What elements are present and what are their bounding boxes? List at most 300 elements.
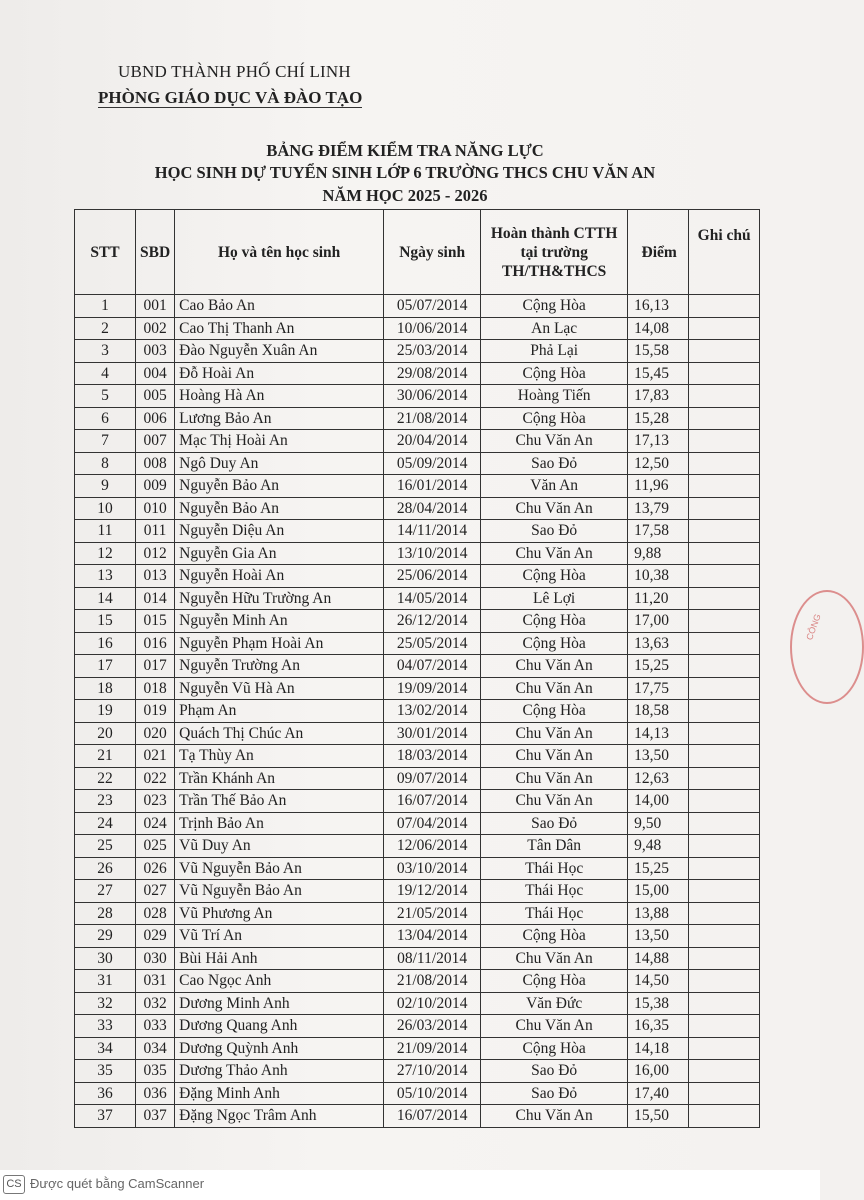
cell-primary-school: Chu Văn An	[481, 1105, 628, 1128]
cell-score: 17,58	[628, 520, 689, 543]
cell-birth-date: 30/06/2014	[384, 385, 481, 408]
cell-primary-school: Sao Đỏ	[481, 812, 628, 835]
table-row	[75, 790, 760, 813]
cell-note	[689, 857, 760, 880]
cell-stt: 4	[75, 362, 136, 385]
cell-primary-school: Cộng Hòa	[481, 632, 628, 655]
cell-student-name: Nguyễn Hữu Trường An	[175, 587, 384, 610]
cell-birth-date: 08/11/2014	[384, 947, 481, 970]
cell-birth-date: 14/11/2014	[384, 520, 481, 543]
cell-birth-date: 19/12/2014	[384, 880, 481, 903]
cell-primary-school: Cộng Hòa	[481, 700, 628, 723]
cell-birth-date: 05/09/2014	[384, 452, 481, 475]
cell-sbd: 019	[136, 700, 175, 723]
cell-primary-school: Cộng Hòa	[481, 362, 628, 385]
cell-note	[689, 745, 760, 768]
cell-score: 17,40	[628, 1082, 689, 1105]
cell-sbd: 006	[136, 407, 175, 430]
cell-score: 17,13	[628, 430, 689, 453]
cell-primary-school: Cộng Hòa	[481, 925, 628, 948]
cell-stt: 1	[75, 295, 136, 318]
cell-primary-school: Thái Học	[481, 857, 628, 880]
department-name-text: PHÒNG GIÁO DỤC VÀ ĐÀO TẠO	[98, 88, 363, 107]
cell-note	[689, 340, 760, 363]
table-row	[75, 385, 760, 408]
cell-birth-date: 04/07/2014	[384, 655, 481, 678]
cell-student-name: Nguyễn Hoài An	[175, 565, 384, 588]
cell-sbd: 015	[136, 610, 175, 633]
cell-birth-date: 25/03/2014	[384, 340, 481, 363]
cell-stt: 9	[75, 475, 136, 498]
cell-stt: 17	[75, 655, 136, 678]
cell-student-name: Trần Khánh An	[175, 767, 384, 790]
table-row	[75, 407, 760, 430]
cell-primary-school: Cộng Hòa	[481, 1037, 628, 1060]
cell-note	[689, 362, 760, 385]
cell-score: 14,13	[628, 722, 689, 745]
cell-student-name: Vũ Nguyễn Bảo An	[175, 880, 384, 903]
cell-primary-school: Chu Văn An	[481, 790, 628, 813]
cell-student-name: Ngô Duy An	[175, 452, 384, 475]
cell-primary-school: Chu Văn An	[481, 1015, 628, 1038]
cell-stt: 18	[75, 677, 136, 700]
cell-score: 11,20	[628, 587, 689, 610]
cell-birth-date: 29/08/2014	[384, 362, 481, 385]
official-stamp	[790, 590, 864, 704]
cell-stt: 15	[75, 610, 136, 633]
table-row	[75, 925, 760, 948]
table-row	[75, 992, 760, 1015]
cell-student-name: Đỗ Hoài An	[175, 362, 384, 385]
cell-sbd: 007	[136, 430, 175, 453]
cell-student-name: Vũ Trí An	[175, 925, 384, 948]
cell-stt: 19	[75, 700, 136, 723]
cell-note	[689, 722, 760, 745]
cell-sbd: 011	[136, 520, 175, 543]
cell-primary-school: Văn An	[481, 475, 628, 498]
cell-score: 16,00	[628, 1060, 689, 1083]
cell-note	[689, 902, 760, 925]
cell-birth-date: 21/05/2014	[384, 902, 481, 925]
cell-student-name: Trịnh Bảo An	[175, 812, 384, 835]
cell-sbd: 017	[136, 655, 175, 678]
cell-student-name: Vũ Duy An	[175, 835, 384, 858]
cell-sbd: 018	[136, 677, 175, 700]
cell-stt: 25	[75, 835, 136, 858]
cell-birth-date: 16/07/2014	[384, 1105, 481, 1128]
cell-sbd: 003	[136, 340, 175, 363]
table-row	[75, 1105, 760, 1128]
cell-stt: 12	[75, 542, 136, 565]
table-row	[75, 520, 760, 543]
score-table	[74, 209, 760, 1128]
table-row	[75, 1060, 760, 1083]
cell-note	[689, 520, 760, 543]
header-score: Điểm	[628, 210, 689, 295]
cell-birth-date: 07/04/2014	[384, 812, 481, 835]
header-student-name: Họ và tên học sinh	[175, 210, 384, 295]
cell-stt: 6	[75, 407, 136, 430]
cell-primary-school: Chu Văn An	[481, 722, 628, 745]
cell-birth-date: 21/09/2014	[384, 1037, 481, 1060]
cell-student-name: Cao Ngọc Anh	[175, 970, 384, 993]
cell-note	[689, 970, 760, 993]
cell-sbd: 001	[136, 295, 175, 318]
cell-birth-date: 27/10/2014	[384, 1060, 481, 1083]
cell-birth-date: 14/05/2014	[384, 587, 481, 610]
cell-primary-school: Chu Văn An	[481, 542, 628, 565]
cell-student-name: Dương Quang Anh	[175, 1015, 384, 1038]
cell-score: 13,79	[628, 497, 689, 520]
cell-stt: 24	[75, 812, 136, 835]
cell-note	[689, 925, 760, 948]
cell-student-name: Cao Thị Thanh An	[175, 317, 384, 340]
cell-student-name: Nguyễn Bảo An	[175, 475, 384, 498]
cell-score: 15,38	[628, 992, 689, 1015]
cell-score: 13,50	[628, 925, 689, 948]
cell-sbd: 034	[136, 1037, 175, 1060]
cell-stt: 2	[75, 317, 136, 340]
header-primary-school	[481, 210, 628, 295]
cell-score: 15,50	[628, 1105, 689, 1128]
cell-note	[689, 385, 760, 408]
header-note: Ghi chú	[689, 210, 760, 295]
cell-stt: 36	[75, 1082, 136, 1105]
cell-score: 9,88	[628, 542, 689, 565]
cell-primary-school: Sao Đỏ	[481, 1060, 628, 1083]
cell-sbd: 031	[136, 970, 175, 993]
table-row	[75, 317, 760, 340]
cell-sbd: 005	[136, 385, 175, 408]
cell-sbd: 033	[136, 1015, 175, 1038]
table-row	[75, 497, 760, 520]
table-row	[75, 655, 760, 678]
cell-sbd: 032	[136, 992, 175, 1015]
cell-primary-school: Hoàng Tiến	[481, 385, 628, 408]
cell-stt: 27	[75, 880, 136, 903]
cell-sbd: 008	[136, 452, 175, 475]
cell-primary-school: Sao Đỏ	[481, 520, 628, 543]
cell-student-name: Trần Thế Bảo An	[175, 790, 384, 813]
cell-student-name: Nguyễn Diệu An	[175, 520, 384, 543]
table-row	[75, 340, 760, 363]
cell-birth-date: 18/03/2014	[384, 745, 481, 768]
cell-note	[689, 790, 760, 813]
cell-note	[689, 295, 760, 318]
cell-sbd: 029	[136, 925, 175, 948]
cell-sbd: 027	[136, 880, 175, 903]
cell-score: 17,83	[628, 385, 689, 408]
table-row	[75, 295, 760, 318]
cell-stt: 22	[75, 767, 136, 790]
cell-note	[689, 700, 760, 723]
table-body	[75, 295, 760, 1128]
cell-primary-school: Chu Văn An	[481, 655, 628, 678]
cell-stt: 23	[75, 790, 136, 813]
cell-stt: 14	[75, 587, 136, 610]
cell-note	[689, 452, 760, 475]
table-header-row	[75, 210, 760, 295]
cell-birth-date: 20/04/2014	[384, 430, 481, 453]
cell-student-name: Bùi Hải Anh	[175, 947, 384, 970]
cell-primary-school: Tân Dân	[481, 835, 628, 858]
cell-birth-date: 05/07/2014	[384, 295, 481, 318]
cell-student-name: Nguyễn Minh An	[175, 610, 384, 633]
table-row	[75, 700, 760, 723]
cell-sbd: 002	[136, 317, 175, 340]
cell-primary-school: Chu Văn An	[481, 745, 628, 768]
table-row	[75, 475, 760, 498]
cell-note	[689, 767, 760, 790]
cell-student-name: Vũ Phương An	[175, 902, 384, 925]
cell-student-name: Nguyễn Gia An	[175, 542, 384, 565]
cell-note	[689, 317, 760, 340]
table-row	[75, 452, 760, 475]
cell-stt: 13	[75, 565, 136, 588]
cell-score: 15,25	[628, 857, 689, 880]
cell-primary-school: Chu Văn An	[481, 767, 628, 790]
cell-birth-date: 12/06/2014	[384, 835, 481, 858]
cell-score: 16,35	[628, 1015, 689, 1038]
cell-score: 14,88	[628, 947, 689, 970]
cell-sbd: 009	[136, 475, 175, 498]
cell-primary-school: Thái Học	[481, 902, 628, 925]
cell-student-name: Đặng Minh Anh	[175, 1082, 384, 1105]
cell-birth-date: 02/10/2014	[384, 992, 481, 1015]
cell-score: 13,88	[628, 902, 689, 925]
cell-student-name: Lương Bảo An	[175, 407, 384, 430]
cell-sbd: 010	[136, 497, 175, 520]
table-row	[75, 970, 760, 993]
cell-stt: 8	[75, 452, 136, 475]
cell-primary-school: Cộng Hòa	[481, 407, 628, 430]
cell-note	[689, 1060, 760, 1083]
table-row	[75, 835, 760, 858]
table-row	[75, 362, 760, 385]
cell-student-name: Nguyễn Bảo An	[175, 497, 384, 520]
cell-note	[689, 880, 760, 903]
cell-score: 14,08	[628, 317, 689, 340]
cell-birth-date: 05/10/2014	[384, 1082, 481, 1105]
cell-primary-school: Cộng Hòa	[481, 295, 628, 318]
cell-sbd: 030	[136, 947, 175, 970]
cell-stt: 16	[75, 632, 136, 655]
cell-stt: 34	[75, 1037, 136, 1060]
cell-stt: 33	[75, 1015, 136, 1038]
cell-primary-school: Cộng Hòa	[481, 970, 628, 993]
cell-note	[689, 812, 760, 835]
cell-student-name: Tạ Thùy An	[175, 745, 384, 768]
table-row	[75, 745, 760, 768]
cell-note	[689, 677, 760, 700]
scanner-watermark-text: Được quét bằng CamScanner	[30, 1176, 205, 1191]
cell-sbd: 028	[136, 902, 175, 925]
cell-note	[689, 610, 760, 633]
department-name	[98, 88, 362, 108]
scanner-footer	[0, 1170, 820, 1200]
cell-stt: 26	[75, 857, 136, 880]
cell-stt: 7	[75, 430, 136, 453]
cell-stt: 31	[75, 970, 136, 993]
cell-birth-date: 09/07/2014	[384, 767, 481, 790]
header-school-line2: tại trường	[520, 243, 588, 261]
cell-stt: 28	[75, 902, 136, 925]
cell-birth-date: 16/07/2014	[384, 790, 481, 813]
table-row	[75, 857, 760, 880]
cell-score: 14,00	[628, 790, 689, 813]
cell-student-name: Nguyễn Phạm Hoài An	[175, 632, 384, 655]
cell-birth-date: 19/09/2014	[384, 677, 481, 700]
header-school-line3: TH/TH&THCS	[502, 262, 607, 280]
cell-student-name: Cao Bảo An	[175, 295, 384, 318]
cell-note	[689, 565, 760, 588]
cell-sbd: 021	[136, 745, 175, 768]
cell-sbd: 024	[136, 812, 175, 835]
cell-birth-date: 13/10/2014	[384, 542, 481, 565]
cell-sbd: 020	[136, 722, 175, 745]
cell-primary-school: Chu Văn An	[481, 497, 628, 520]
cell-stt: 35	[75, 1060, 136, 1083]
cell-score: 9,50	[628, 812, 689, 835]
cell-birth-date: 30/01/2014	[384, 722, 481, 745]
cell-stt: 11	[75, 520, 136, 543]
cell-sbd: 026	[136, 857, 175, 880]
cell-birth-date: 16/01/2014	[384, 475, 481, 498]
cell-primary-school: Chu Văn An	[481, 947, 628, 970]
cell-sbd: 023	[136, 790, 175, 813]
table-row	[75, 632, 760, 655]
cell-score: 12,50	[628, 452, 689, 475]
cell-primary-school: Phả Lại	[481, 340, 628, 363]
cell-birth-date: 13/02/2014	[384, 700, 481, 723]
cell-note	[689, 1082, 760, 1105]
cell-stt: 3	[75, 340, 136, 363]
cell-sbd: 012	[136, 542, 175, 565]
table-row	[75, 587, 760, 610]
cell-score: 15,00	[628, 880, 689, 903]
cell-score: 14,18	[628, 1037, 689, 1060]
table-row	[75, 902, 760, 925]
cell-stt: 29	[75, 925, 136, 948]
cell-score: 11,96	[628, 475, 689, 498]
cell-note	[689, 407, 760, 430]
table-row	[75, 1015, 760, 1038]
cell-score: 17,00	[628, 610, 689, 633]
cell-student-name: Dương Thảo Anh	[175, 1060, 384, 1083]
stamp-text: CÔNG	[804, 612, 823, 642]
cell-stt: 37	[75, 1105, 136, 1128]
cell-birth-date: 03/10/2014	[384, 857, 481, 880]
cell-score: 9,48	[628, 835, 689, 858]
cell-student-name: Nguyễn Trường An	[175, 655, 384, 678]
cell-sbd: 025	[136, 835, 175, 858]
table-row	[75, 812, 760, 835]
cell-score: 15,28	[628, 407, 689, 430]
cell-note	[689, 655, 760, 678]
cell-student-name: Hoàng Hà An	[175, 385, 384, 408]
header-stt: STT	[75, 210, 136, 295]
cell-stt: 32	[75, 992, 136, 1015]
cell-primary-school: Văn Đức	[481, 992, 628, 1015]
cell-score: 15,58	[628, 340, 689, 363]
cell-birth-date: 21/08/2014	[384, 970, 481, 993]
table-row	[75, 722, 760, 745]
cell-stt: 5	[75, 385, 136, 408]
cell-primary-school: Lê Lợi	[481, 587, 628, 610]
cell-score: 12,63	[628, 767, 689, 790]
cell-student-name: Dương Minh Anh	[175, 992, 384, 1015]
table-row	[75, 430, 760, 453]
header-birth-date: Ngày sinh	[384, 210, 481, 295]
cell-student-name: Phạm An	[175, 700, 384, 723]
cell-student-name: Đặng Ngọc Trâm Anh	[175, 1105, 384, 1128]
table-row	[75, 1082, 760, 1105]
cell-sbd: 016	[136, 632, 175, 655]
cell-score: 13,50	[628, 745, 689, 768]
cell-note	[689, 632, 760, 655]
cell-note	[689, 992, 760, 1015]
cell-birth-date: 25/06/2014	[384, 565, 481, 588]
cell-sbd: 013	[136, 565, 175, 588]
cell-student-name: Nguyễn Vũ Hà An	[175, 677, 384, 700]
document-title: BẢNG ĐIỂM KIỂM TRA NĂNG LỰC	[266, 141, 544, 160]
cell-note	[689, 497, 760, 520]
cell-primary-school: Thái Học	[481, 880, 628, 903]
cell-sbd: 037	[136, 1105, 175, 1128]
cell-note	[689, 430, 760, 453]
cell-birth-date: 25/05/2014	[384, 632, 481, 655]
cell-note	[689, 947, 760, 970]
table-row	[75, 677, 760, 700]
table-row	[75, 1037, 760, 1060]
cell-student-name: Đào Nguyễn Xuân An	[175, 340, 384, 363]
cell-note	[689, 1015, 760, 1038]
cell-sbd: 022	[136, 767, 175, 790]
cell-primary-school: Cộng Hòa	[481, 565, 628, 588]
cell-stt: 30	[75, 947, 136, 970]
cell-primary-school: Cộng Hòa	[481, 610, 628, 633]
cell-score: 13,63	[628, 632, 689, 655]
cell-primary-school: An Lạc	[481, 317, 628, 340]
cell-student-name: Dương Quỳnh Anh	[175, 1037, 384, 1060]
cell-note	[689, 587, 760, 610]
cell-birth-date: 26/03/2014	[384, 1015, 481, 1038]
table-row	[75, 947, 760, 970]
cell-stt: 21	[75, 745, 136, 768]
cell-sbd: 004	[136, 362, 175, 385]
cell-student-name: Mạc Thị Hoài An	[175, 430, 384, 453]
cell-student-name: Vũ Nguyễn Bảo An	[175, 857, 384, 880]
cell-birth-date: 28/04/2014	[384, 497, 481, 520]
cell-birth-date: 21/08/2014	[384, 407, 481, 430]
table-row	[75, 610, 760, 633]
cell-primary-school: Sao Đỏ	[481, 452, 628, 475]
cell-score: 15,25	[628, 655, 689, 678]
camscanner-logo-icon: CS	[3, 1175, 25, 1194]
cell-score: 18,58	[628, 700, 689, 723]
table-row	[75, 542, 760, 565]
table-row	[75, 767, 760, 790]
table-row	[75, 880, 760, 903]
header-sbd: SBD	[136, 210, 175, 295]
cell-primary-school: Chu Văn An	[481, 677, 628, 700]
cell-birth-date: 13/04/2014	[384, 925, 481, 948]
cell-score: 16,13	[628, 295, 689, 318]
cell-note	[689, 1105, 760, 1128]
cell-student-name: Quách Thị Chúc An	[175, 722, 384, 745]
cell-stt: 10	[75, 497, 136, 520]
cell-sbd: 014	[136, 587, 175, 610]
